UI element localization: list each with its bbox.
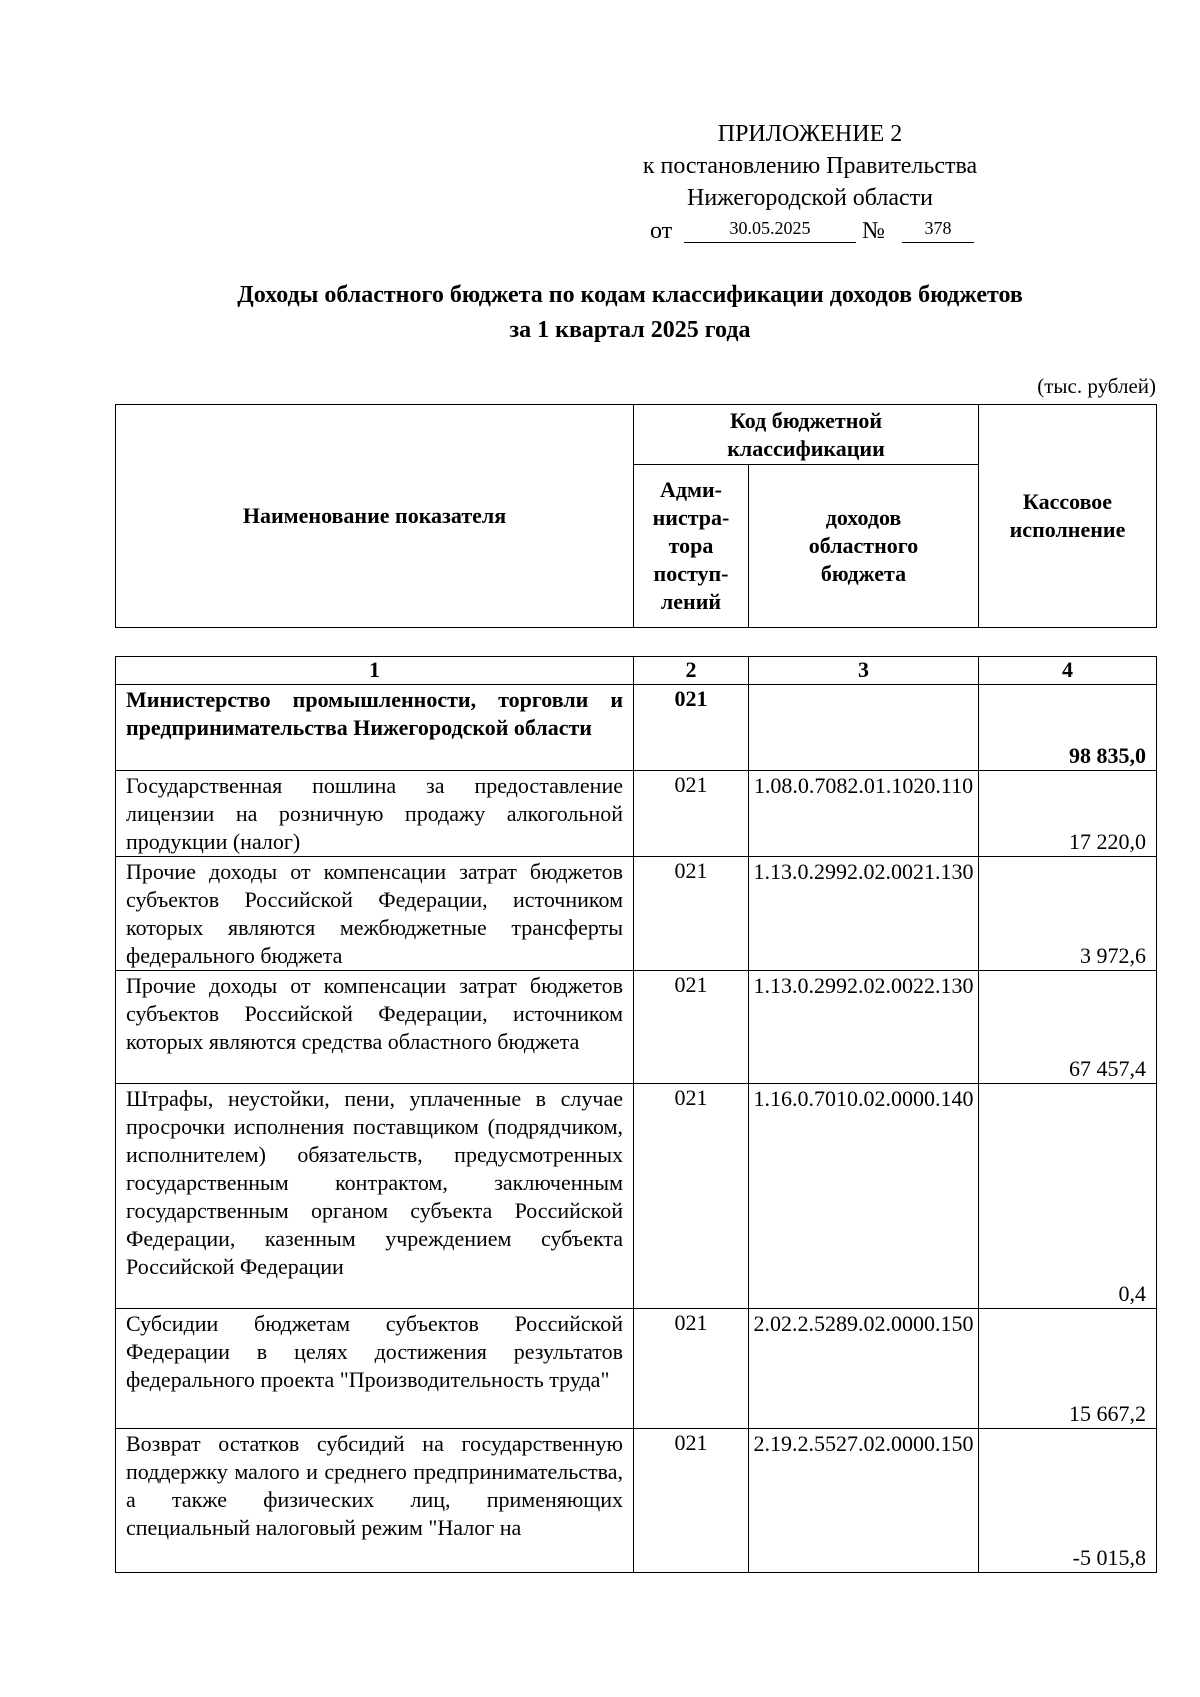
column-number-4: 4	[979, 657, 1157, 685]
document-title-line2: за 1 квартал 2025 года	[509, 317, 751, 343]
row-name: Государственная пошлина за предоставление лицензии на розничную продажу алкогольной продукции (налог)	[116, 771, 634, 857]
column-number-1: 1	[116, 657, 634, 685]
row-amount: 98 835,0	[979, 685, 1157, 771]
resolution-number: 378	[902, 214, 974, 243]
table-row	[116, 771, 1157, 857]
table-row	[116, 1309, 1157, 1429]
table-row	[116, 1429, 1157, 1573]
row-admin-code: 021	[634, 1429, 749, 1573]
header-name: Наименование показателя	[116, 405, 634, 628]
header-cash	[979, 405, 1157, 628]
row-amount: 3 972,6	[979, 857, 1157, 971]
row-amount: 67 457,4	[979, 971, 1157, 1084]
appendix-region: Нижегородской области	[686, 185, 934, 211]
column-number-2: 2	[634, 657, 749, 685]
table-row	[116, 971, 1157, 1084]
appendix-title: ПРИЛОЖЕНИЕ 2	[717, 121, 903, 147]
header-income	[749, 465, 979, 628]
units-label: (тыс. рублей)	[1037, 374, 1156, 398]
document-title	[110, 278, 1150, 348]
row-income-code: 1.08.0.7082.01.1020.110	[749, 771, 979, 857]
date-prefix: от	[650, 218, 673, 244]
number-sign: №	[862, 218, 885, 244]
resolution-dateline	[650, 214, 980, 248]
column-number-row	[116, 657, 1157, 685]
table-row	[116, 857, 1157, 971]
row-name: Возврат остатков субсидий на государственную поддержку малого и среднего предпринимательства, а также физических лиц, применяющих специальный налоговый режим "Налог на	[116, 1429, 634, 1573]
row-admin-code: 021	[634, 685, 749, 771]
row-name: Министерство промышленности, торговли и предпринимательства Нижегородской области	[116, 685, 634, 771]
header-income-label: доходов областного бюджета	[808, 505, 919, 586]
row-admin-code: 021	[634, 971, 749, 1084]
row-income-code: 1.16.0.7010.02.0000.140	[749, 1084, 979, 1309]
row-income-code: 2.02.2.5289.02.0000.150	[749, 1309, 979, 1429]
header-admin-label: Адми-нистра-тора поступ-лений	[652, 477, 730, 614]
header-cash-label: Кассовое исполнение	[1009, 489, 1126, 542]
row-amount: 15 667,2	[979, 1309, 1157, 1429]
header-admin	[634, 465, 749, 628]
appendix-subtitle: к постановлению Правительства	[642, 153, 978, 179]
table-header	[115, 404, 1157, 628]
row-amount: 0,4	[979, 1084, 1157, 1309]
document-title-line1: Доходы областного бюджета по кодам классификации доходов бюджетов	[237, 282, 1023, 308]
resolution-date: 30.05.2025	[684, 214, 856, 243]
row-admin-code: 021	[634, 771, 749, 857]
table-row	[116, 1084, 1157, 1309]
row-income-code: 2.19.2.5527.02.0000.150	[749, 1429, 979, 1573]
revenue-table	[115, 656, 1157, 1573]
row-income-code: 1.13.0.2992.02.0021.130	[749, 857, 979, 971]
row-admin-code: 021	[634, 1084, 749, 1309]
row-admin-code: 021	[634, 1309, 749, 1429]
appendix-block	[600, 118, 1020, 214]
row-name: Штрафы, неустойки, пени, уплаченные в случае просрочки исполнения поставщиком (подрядчиком, исполнителем) обязательств, предусмотренных государственным контрактом, заключенным государственным органом субъекта Российской Федерации, казенным учреждением субъекта Российской Федерации	[116, 1084, 634, 1309]
row-name: Прочие доходы от компенсации затрат бюджетов субъектов Российской Федерации, источником которых являются межбюджетные трансферты федерального бюджета	[116, 857, 634, 971]
header-code-group	[634, 405, 979, 465]
row-amount: -5 015,8	[979, 1429, 1157, 1573]
row-income-code: 1.13.0.2992.02.0022.130	[749, 971, 979, 1084]
row-amount: 17 220,0	[979, 771, 1157, 857]
header-code-group-label: Код бюджетной классификации	[727, 407, 885, 461]
row-name: Субсидии бюджетам субъектов Российской Федерации в целях достижения результатов федерального проекта "Производительность труда"	[116, 1309, 634, 1429]
row-income-code	[749, 685, 979, 771]
row-name: Прочие доходы от компенсации затрат бюджетов субъектов Российской Федерации, источником которых являются средства областного бюджета	[116, 971, 634, 1084]
table-row	[116, 685, 1157, 771]
column-number-3: 3	[749, 657, 979, 685]
row-admin-code: 021	[634, 857, 749, 971]
